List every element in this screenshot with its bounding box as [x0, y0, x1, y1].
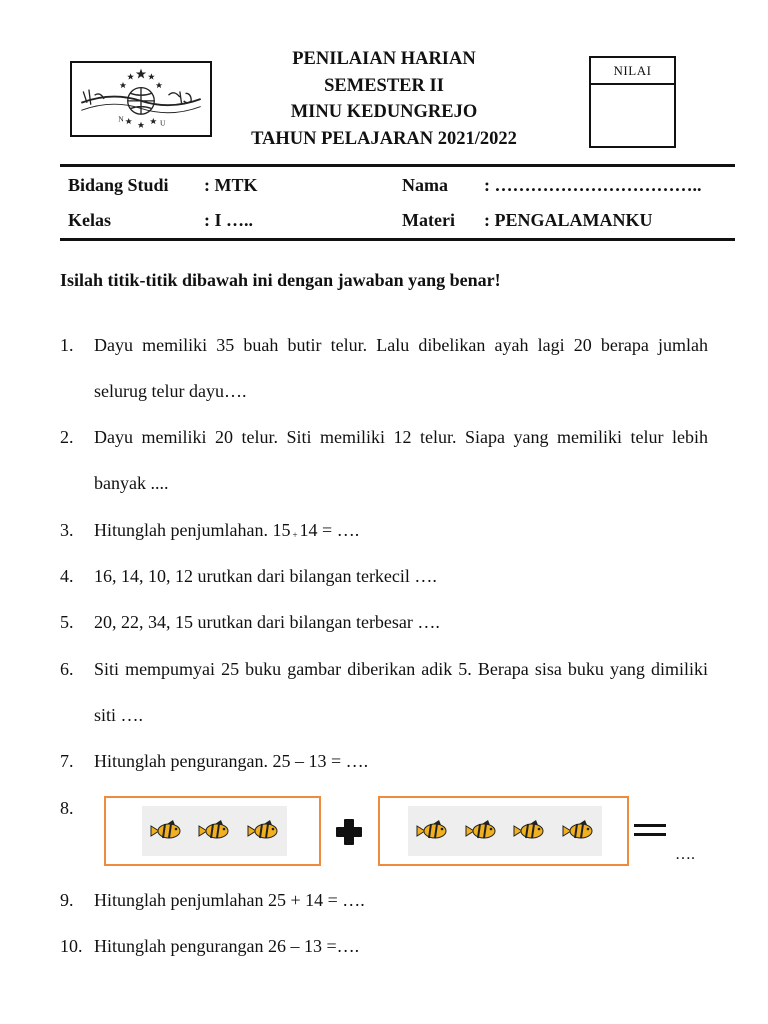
left-fish-tile	[142, 806, 287, 856]
question-text: 20, 22, 34, 15 urutkan dari bilangan terbesar ….	[94, 612, 440, 632]
question-text: Siti mempumyai 25 buku gambar diberikan adik 5. Berapa sisa buku yang dimiliki siti ….	[94, 659, 708, 725]
question-number: 10.	[60, 936, 83, 956]
question-6	[60, 646, 708, 738]
right-fish-group	[378, 796, 629, 866]
fish-icon	[561, 820, 595, 842]
question-9	[60, 877, 708, 923]
topic-label: Materi	[402, 210, 455, 230]
answer-blank[interactable]: ….	[675, 846, 695, 863]
question-number: 3.	[60, 520, 74, 540]
question-4	[60, 553, 708, 599]
title-line-2: SEMESTER II	[324, 75, 444, 96]
question-number: 9.	[60, 890, 74, 910]
question-number: 5.	[60, 612, 74, 632]
question-1	[60, 322, 708, 414]
nu-emblem-icon	[72, 63, 210, 135]
question-8-number: 8.	[60, 798, 74, 818]
question-text: Dayu memiliki 35 buah butir telur. Lalu dibelikan ayah lagi 20 berapa jumlah selurug telur dayu….	[94, 335, 708, 401]
question-number: 1.	[60, 335, 74, 355]
exam-title	[234, 46, 534, 152]
topic-value: : PENGALAMANKU	[484, 210, 653, 230]
question-number: 6.	[60, 659, 74, 679]
name-label: Nama	[402, 175, 448, 195]
svg-text:N: N	[118, 114, 124, 124]
question-text	[94, 507, 708, 558]
name-field[interactable]: : ……………………………..	[484, 175, 702, 195]
question-text: Hitunglah pengurangan. 25 – 13 = ….	[94, 751, 369, 771]
class-label: Kelas	[68, 210, 111, 230]
title-line-3: MINU KEDUNGREJO	[290, 102, 478, 122]
score-box[interactable]	[589, 56, 676, 148]
small-plus-operator: +	[292, 530, 298, 540]
fish-icon	[512, 820, 546, 842]
question-number: 2.	[60, 427, 74, 447]
fish-icon	[246, 820, 280, 842]
class-field[interactable]: : I …..	[204, 210, 253, 230]
question-10	[60, 923, 708, 969]
subject-label: Bidang Studi	[68, 175, 169, 195]
instruction-text: Isilah titik-titik dibawah ini dengan jawaban yang benar!	[60, 270, 501, 290]
fish-icon	[464, 820, 498, 842]
question-number: 4.	[60, 566, 74, 586]
question-text: Hitunglah pengurangan 26 – 13 =….	[94, 936, 360, 956]
title-line-4: TAHUN PELAJARAN 2021/2022	[251, 128, 517, 149]
title-line-1: PENILAIAN HARIAN	[292, 49, 476, 69]
svg-text:U: U	[159, 118, 166, 128]
question-3	[60, 507, 708, 558]
left-fish-group	[104, 796, 321, 866]
question-text: 16, 14, 10, 12 urutkan dari bilangan terkecil ….	[94, 566, 437, 586]
question-number: 7.	[60, 751, 74, 771]
header-divider-bottom	[60, 238, 735, 241]
header-divider-top	[60, 164, 735, 167]
question-text: Dayu memiliki 20 telur. Siti memiliki 12 telur. Siapa yang memiliki telur lebih banyak ....	[94, 427, 708, 493]
question-text-part-a: Hitunglah penjumlahan. 15	[94, 520, 291, 540]
plus-icon	[335, 818, 363, 846]
question-text: Hitunglah penjumlahan 25 + 14 = ….	[94, 890, 365, 910]
equals-icon	[634, 824, 666, 838]
fish-icon	[415, 820, 449, 842]
score-label: NILAI	[591, 58, 674, 85]
fish-icon	[197, 820, 231, 842]
school-logo	[70, 61, 212, 137]
right-fish-tile	[408, 806, 602, 856]
question-5	[60, 599, 708, 645]
question-2	[60, 414, 708, 506]
subject-value: : MTK	[204, 175, 258, 195]
question-text-part-b: 14 = ….	[299, 520, 360, 540]
question-7	[60, 738, 708, 784]
fish-icon	[149, 820, 183, 842]
